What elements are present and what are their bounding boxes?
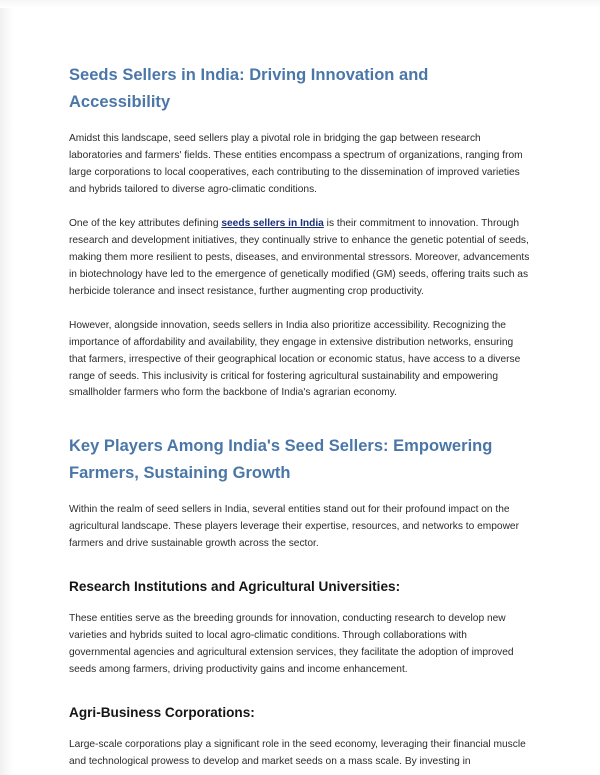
section-heading-key-players: Key Players Among India's Seed Sellers: Empowering Farmers, Sustaining Growth <box>69 437 493 483</box>
subsection-spacer <box>69 570 531 577</box>
document-content <box>69 62 531 771</box>
subheading-research-institutions: Research Institutions and Agricultural Universities: <box>69 578 401 594</box>
page-top-edge-shadow <box>0 0 600 8</box>
paragraph-key-attributes <box>69 216 531 301</box>
paragraph-amidst-landscape: Amidst this landscape, seed sellers play a pivotal role in bridging the gap between research laboratories and farmers' fields. These entities encompass a spectrum of organizations, ranging from large corporations to local cooperatives, each contributing to the dissemination of improved varieties and hybrids tailored to diverse agro-climatic conditions. <box>69 133 523 196</box>
page-title-seeds-sellers: Seeds Sellers in India: Driving Innovation and Accessibility <box>69 66 429 111</box>
paragraph-text-after-link: is their commitment to innovation. Through research and development initiatives, they continually strive to enhance the genetic potential of seeds, making them more resilient to pests, diseases, and environmental stressors. Moreover, advancements in biotechnology have led to the emergence of genetically modified (GM) seeds, offering traits such as herbicide tolerance and insect resistance, further augmenting crop productivity. <box>69 218 530 297</box>
section-spacer <box>69 419 531 433</box>
subheading-agri-business-corporations: Agri-Business Corporations: <box>69 704 255 720</box>
paragraph-accessibility: However, alongside innovation, seeds sellers in India also prioritize accessibility. Recognizing the importance of affordability and availability, they engage in extensive distribution networks, ensuring that farmers, irrespective of their geographical location or economic status, have access to a diverse range of seeds. This inclusivity is critical for fostering agricultural sustainability and empowering smallholder farmers who form the backbone of India's agrarian economy. <box>69 319 521 399</box>
page-left-edge-shadow <box>0 0 14 775</box>
link-seeds-sellers-in-india[interactable]: seeds sellers in India <box>221 218 324 230</box>
paragraph-within-realm: Within the realm of seed sellers in India, several entities stand out for their profound impact on the agricultural landscape. These players leverage their expertise, resources, and networks to empower farmers and drive sustainable growth across the sector. <box>69 503 519 549</box>
paragraph-breeding-grounds: These entities serve as the breeding grounds for innovation, conducting research to develop new varieties and hybrids suited to local agro-climatic conditions. Through collaborations with governmental agencies and agricultural extension services, they facilitate the adoption of improved seeds among farmers, driving productivity gains and income enhancement. <box>69 612 514 675</box>
subsection-spacer-2 <box>69 696 531 703</box>
paragraph-text-before-link: One of the key attributes defining <box>69 218 222 230</box>
paragraph-large-scale-corporations: Large-scale corporations play a significant role in the seed economy, leveraging their financial muscle and technological prowess to develop and market seeds on a mass scale. By investing in <box>69 739 526 767</box>
